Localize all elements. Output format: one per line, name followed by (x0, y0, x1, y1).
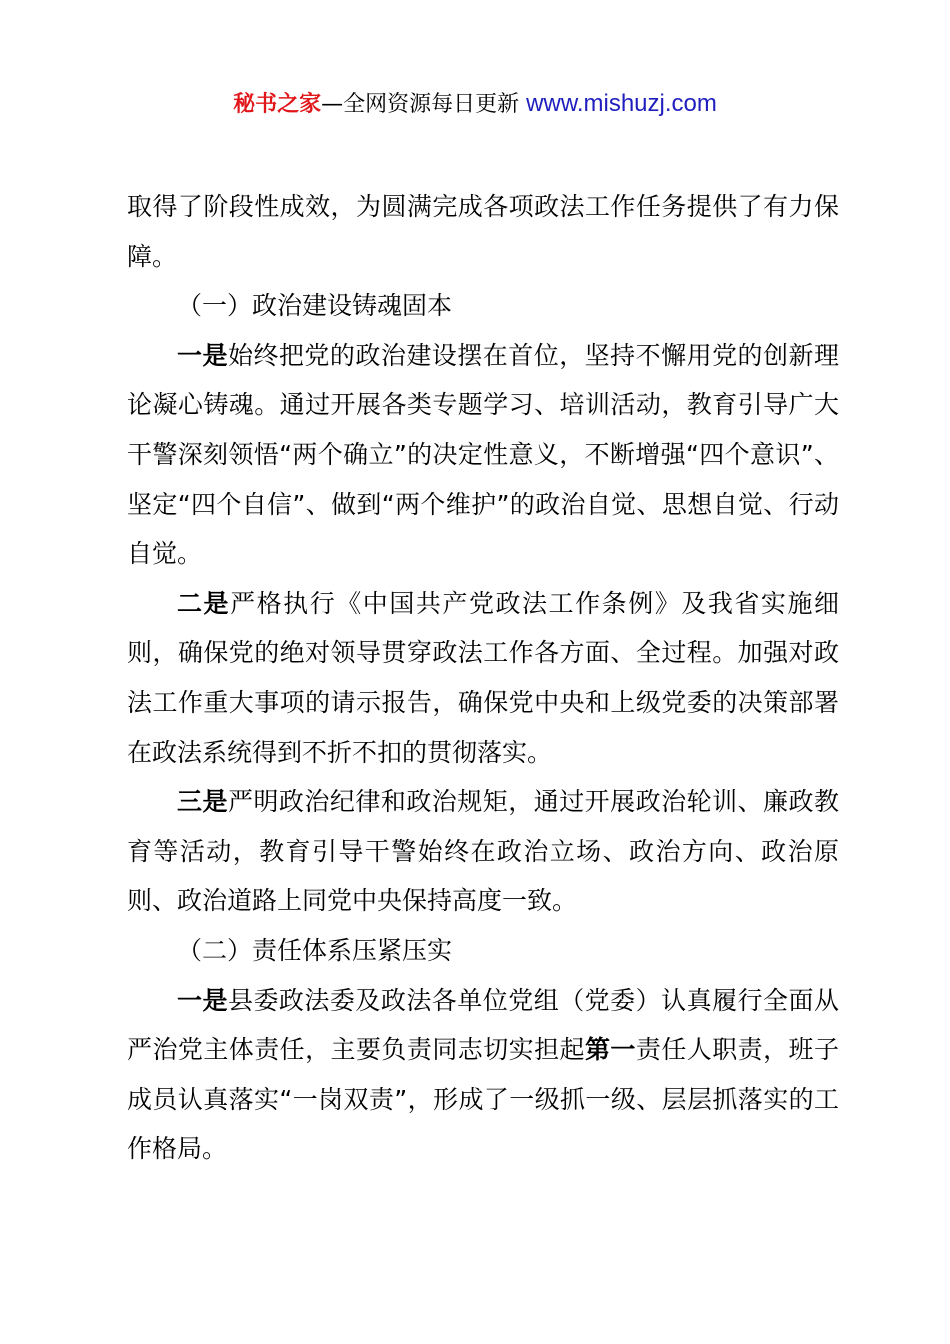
header-tagline: —全网资源每日更新 (321, 92, 527, 117)
section-heading-2: （二）责任体系压紧压实 (177, 935, 453, 965)
section-heading-1: （一）政治建设铸魂固本 (177, 291, 453, 321)
paragraph-item (127, 331, 839, 579)
item-text: 责任人职责，班子成员认真落实“一岗双责”，形成了一级抓一级、层层抓落实的工作格局。 (127, 1035, 839, 1164)
item-lead-label: 一是 (177, 985, 228, 1015)
site-header (0, 88, 950, 121)
paragraph-item (127, 777, 839, 926)
item-text: 县委政法委及政法各单位党组（党委）认真履行全面从严治党主体责任，主要负责同志切实担起 (127, 985, 839, 1065)
brand-name: 秘书之家 (233, 92, 322, 117)
document-body (127, 182, 839, 1174)
item-inline-bold: 第一 (584, 1035, 636, 1065)
paragraph-item (127, 976, 839, 1174)
site-url-link[interactable]: www.mishuzj.com (526, 90, 717, 117)
item-text: 始终把党的政治建设摆在首位，坚持不懈用党的创新理论凝心铸魂。通过开展各类专题学习、培训活动，教育引导广大干警深刻领悟“两个确立”的决定性意义，不断增强“四个意识”、坚定“四个自信”、做到“两个维护”的政治自觉、思想自觉、行动自觉。 (127, 340, 839, 569)
item-lead-label: 一是 (177, 340, 228, 370)
item-text: 严格执行《中国共产党政法工作条例》及我省实施细则，确保党的绝对领导贯穿政法工作各方面、全过程。加强对政法工作重大事项的请示报告，确保党中央和上级党委的决策部署在政法系统得到不折不扣的贯彻落实。 (127, 588, 839, 767)
paragraph-item (127, 579, 839, 777)
item-lead-label: 二是 (177, 588, 231, 618)
paragraph-continuation: 取得了阶段性成效，为圆满完成各项政法工作任务提供了有力保障。 (127, 192, 839, 271)
item-text: 严明政治纪律和政治规矩，通过开展政治轮训、廉政教育等活动，教育引导干警始终在政治立场、政治方向、政治原则、政治道路上同党中央保持高度一致。 (127, 787, 839, 916)
item-lead-label: 三是 (177, 787, 228, 817)
